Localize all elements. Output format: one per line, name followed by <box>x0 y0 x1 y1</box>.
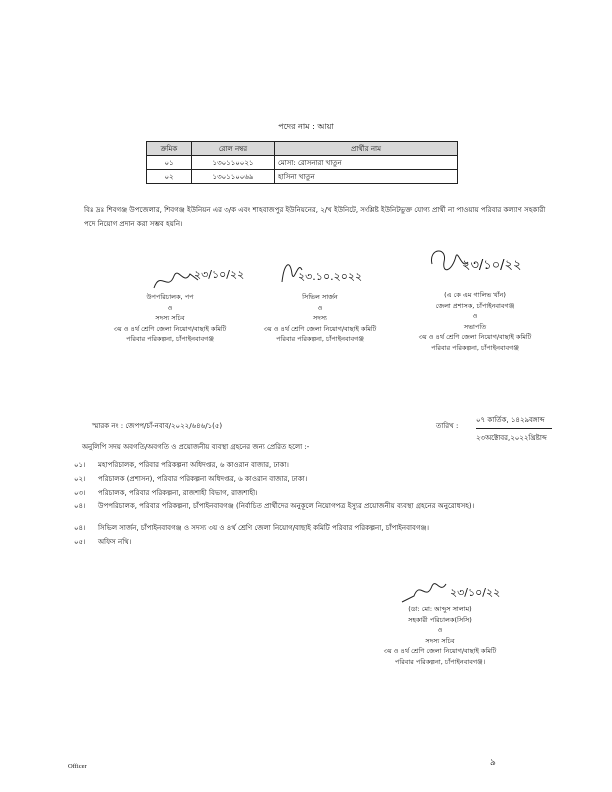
candidate-table <box>146 141 458 184</box>
signature-bottom-date: ২৩/১০/২২ <box>450 586 501 599</box>
copy-item-number: ০৩। <box>74 489 86 497</box>
signature-center <box>276 254 376 288</box>
sig-left-line: ৩য় ও ৪র্থ শ্রেণি জেলা নিয়োগ/বাছাই কমিটি <box>113 324 227 333</box>
memo-date-english: ২৩অক্টোবর,২০২২খ্রিষ্টাব্দ <box>476 434 547 442</box>
signature-center-date: ২৩.১০.২০২২ <box>298 270 363 283</box>
signature-right-date: ২৩/১০/২২ <box>462 258 522 273</box>
sig-right-line: ও <box>472 312 478 320</box>
sig-right-line: জেলা প্রশাসক, চাঁপাইনবাবগঞ্জ <box>435 301 515 310</box>
copy-item-text: অফিস নথি। <box>98 538 132 546</box>
sig-left-line: ও <box>167 303 173 312</box>
roll-cell: ১৩০১১০০৬৯ <box>192 170 275 184</box>
table-header-row <box>147 142 458 156</box>
copy-item-text: উপপরিচালক, পরিবার পরিকল্পনা, চাঁপাইনবাবগঞ্জ (নির্বাচিত প্রার্থীদের অনুকূলে নিয়োগপত্র ইস্যুর প্রয়োজনীয় ব্যবস্থা গ্রহনের অনুরোধসহ)। <box>98 502 475 510</box>
memo-reference: স্মারক নং : জেপপ/চাঁ-নবাব/২০২২/৬৪৬/১(৫) <box>92 422 223 430</box>
copy-item-number: ০৫। <box>74 538 86 546</box>
signature-left <box>150 262 245 294</box>
copy-intro: অনুলিপি সদয় অবগতি/অবগতি ও প্রয়োজনীয় ব্যবস্থা গ্রহনের জন্য প্রেরিত হলো :- <box>82 443 310 451</box>
copy-item-text: পরিচালক, পরিবার পরিকল্পনা, রাজশাহী বিভাগ, রাজশাহী। <box>98 489 258 497</box>
serial-cell: ০২ <box>147 170 192 184</box>
copy-item-number: ০২। <box>74 475 86 483</box>
page-mark: ৯ <box>490 758 496 768</box>
copy-item <box>74 487 554 499</box>
copy-item-number: ০৪। <box>74 502 86 510</box>
table-row <box>147 170 458 184</box>
sig-center-line: ও <box>317 303 323 312</box>
sig-bottom-line: ও <box>437 626 443 634</box>
sig-center-line: ৩য় ও ৪র্থ শ্রেণি জেলা নিয়োগ/বাছাই কমিটি <box>263 324 377 333</box>
copy-item <box>74 522 554 534</box>
col-name-header: প্রার্থীর নাম <box>275 142 458 156</box>
copy-item <box>74 459 554 471</box>
name-cell: মোসা: রোসনারা খাতুন <box>275 156 458 170</box>
sig-left-line: পরিবার পরিকল্পনা, চাঁপাইনবাবগঞ্জ <box>126 335 214 343</box>
note-paragraph: বিঃ দ্রঃ শিবগঞ্জ উপজেলার, শিবগঞ্জ ইউনিয়ন এর ৩/ক এবং শাহবাজপুর ইউনিয়নের, ২/খ ইউনিটে, সংশ্লিষ্ট ইউনিটভুক্ত যোগ্য প্রার্থী না পাওয়ায় পরিবার কল্যাণ সহকারী পদে নিয়োগ প্রদান করা সম্ভব হয়নি। <box>84 206 546 228</box>
copy-item-number: ০৪। <box>74 524 86 532</box>
signature-left-date: ২৩/১০/২২ <box>194 268 245 281</box>
signature-bottom-block <box>320 604 560 667</box>
sig-right-line: ৩য় ও ৪র্থ শ্রেণি জেলা নিয়োগ/বাছাই কমিটি <box>418 333 532 341</box>
sig-bottom-line: (ডা: মো: আব্দুস সালাম) <box>408 605 472 613</box>
copy-item <box>74 473 554 485</box>
memo-date-label: তারিখ : <box>436 422 459 430</box>
sig-bottom-line: পরিবার পরিকল্পনা, চাঁপাইনবাবগঞ্জ। <box>394 657 486 666</box>
sig-left-line: উপপরিচালক, পপ <box>146 293 194 301</box>
sig-center-line: সিভিল সার্জন <box>302 293 338 301</box>
sig-left-line: সদস্য সচিব <box>155 314 185 322</box>
sig-right-line: (এ কে এম গালিভ খাঁন) <box>444 291 506 299</box>
copy-item-number: ০১। <box>74 461 86 469</box>
copy-item-text: সিভিল সার্জন, চাঁপাইনবাবগঞ্জ ও সদস্য ৩য় ও ৪র্থ শ্রেণি জেলা নিয়োগ/বাছাই কমিটি পরিবার পরিকল্পনা, চাঁপাইনবাবগঞ্জ। <box>98 524 430 532</box>
sig-center-line: সদস্য <box>313 314 327 322</box>
sig-bottom-line: সদস্য সচিব <box>425 636 455 645</box>
sig-center-line: পরিবার পরিকল্পনা, চাঁপাইনবাবগঞ্জ <box>276 335 364 343</box>
copy-item-text: পরিচালক (প্রশাসন), পরিবার পরিকল্পনা অধিদপ্তর, ৬ কাওরান বাজার, ঢাকা। <box>98 475 308 483</box>
copy-item-text: মহাপরিচালক, পরিবার পরিকল্পনা অধিদপ্তর, ৬ কাওরান বাজার, ঢাকা। <box>98 461 289 469</box>
col-serial-header: ক্রমিক <box>147 142 192 156</box>
roll-cell: ১৩০১১০০২১ <box>192 156 275 170</box>
name-cell: হাসিনা খাতুন <box>275 170 458 184</box>
signature-bottom <box>400 572 530 608</box>
copy-item <box>74 536 554 548</box>
footer-label: Officer <box>68 763 87 770</box>
table-row <box>147 156 458 170</box>
col-roll-header: রোল নম্বর <box>192 142 275 156</box>
sig-right-line: পরিবার পরিকল্পনা, চাঁপাইনবাবগঞ্জ <box>431 343 519 352</box>
signature-right-block <box>370 290 580 353</box>
post-title: পদের নাম : আয়া <box>278 122 334 131</box>
sig-right-line: সভাপতি <box>463 322 487 331</box>
sig-bottom-line: সহকারী পরিচালক(সিসি) <box>408 615 472 624</box>
date-divider <box>476 428 552 429</box>
memo-date-bangla: ০৭ কার্তিক, ১৪২৯বঙ্গাব্দ <box>476 416 545 424</box>
serial-cell: ০১ <box>147 156 192 170</box>
sig-bottom-line: ৩য় ও ৪র্থ শ্রেণি জেলা নিয়োগ/বাছাই কমিটি <box>383 647 497 655</box>
signature-right <box>428 244 548 284</box>
